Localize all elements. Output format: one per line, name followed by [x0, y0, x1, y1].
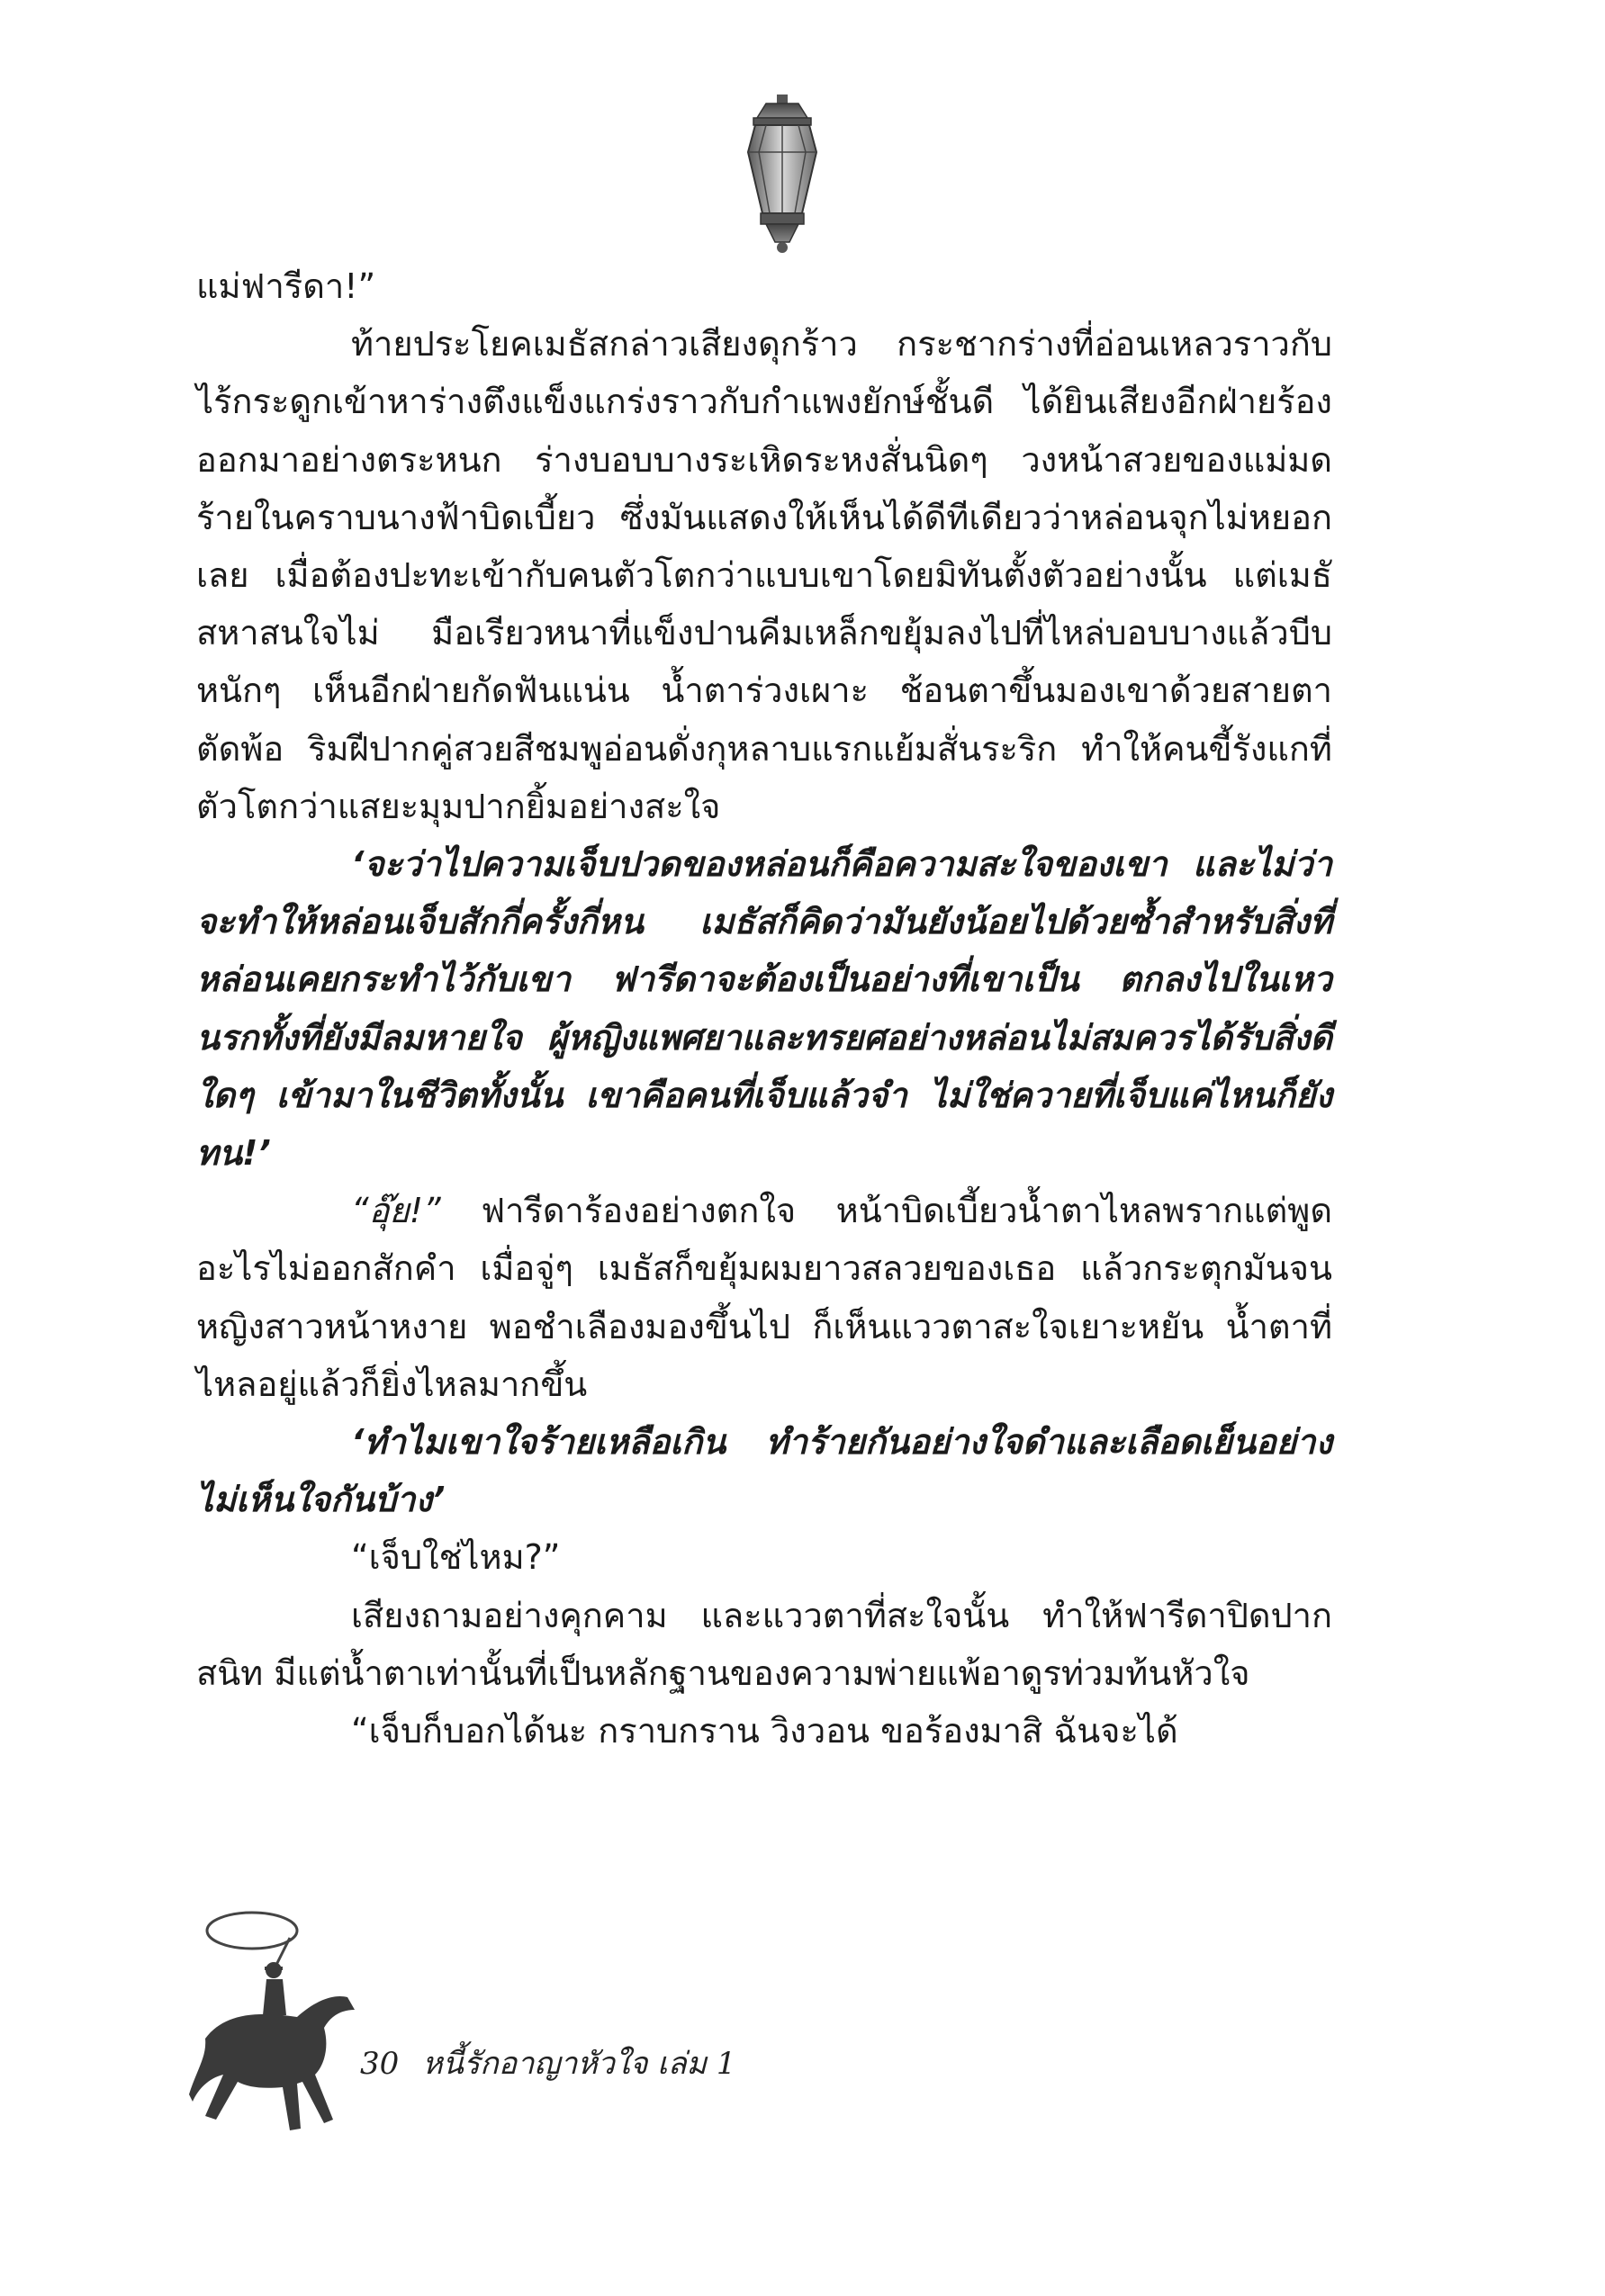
paragraph-1: แม่ฟารีดา!”: [196, 266, 376, 306]
body-text: [196, 257, 1332, 1760]
cowboy-horse-icon: [189, 1904, 360, 2165]
paragraph-4: [196, 1182, 1332, 1413]
book-title: หนี้รักอาญาหัวใจ เล่ม 1: [422, 2046, 736, 2082]
inner-thought-1: ‘จะว่าไปความเจ็บปวดของหล่อนก็คือความสะใจของเขา และไม่ว่าจะทำให้หล่อนเจ็บสักกี่ครั้งกี่หน เมธัสก็คิดว่ามันยังน้อยไปด้วยซ้ำสำหรับสิ่งที่หล่อนเคยกระทำไว้กับเขา ฟารีดาจะต้องเป็นอย่างที่เขาเป็น ตกลงไปในเหวนรกทั้งที่ยังมีลมหายใจ ผู้หญิงแพศยาและทรยศอย่างหล่อนไม่สมควรได้รับสิ่งดีใดๆ เข้ามาในชีวิตทั้งนั้น เขาคือคนที่เจ็บแล้วจำ ไม่ใช่ควายที่เจ็บแค่ไหนก็ยังทน!’: [196, 844, 1332, 1174]
paragraph-4-text: ฟารีดาร้องอย่างตกใจ หน้าบิดเบี้ยวน้ำตาไหลพรากแต่พูดอะไรไม่ออกสักคำ เมื่อจู่ๆ เมธัสก็ขยุ้มผมยาวสลวยของเธอ แล้วกระตุกมันจนหญิงสาวหน้าหงาย พอชำเลืองมองขึ้นไป ก็เห็นแววตาสะใจเยาะหยัน น้ำตาที่ไหลอยู่แล้วก็ยิ่งไหลมากขึ้น: [196, 1191, 1332, 1404]
page-footer: [189, 1904, 999, 2165]
paragraph-7: เสียงถามอย่างคุกคาม และแววตาที่สะใจนั้น ทำให้ฟารีดาปิดปากสนิท มีแต่น้ำตาเท่านั้นที่เป็นหลักฐานของความพ่ายแพ้อาดูรท่วมท้นหัวใจ: [196, 1595, 1332, 1693]
paragraph-2: ท้ายประโยคเมธัสกล่าวเสียงดุกร้าว กระชากร่างที่อ่อนเหลวราวกับไร้กระดูกเข้าหาร่างตึงแข็งแกร่งราวกับกำแพงยักษ์ชั้นดี ได้ยินเสียงอีกฝ่ายร้องออกมาอย่างตระหนก ร่างบอบบางระเหิดระหงสั่นนิดๆ วงหน้าสวยของแม่มดร้ายในคราบนางฟ้าบิดเบี้ยว ซึ่งมันแสดงให้เห็นได้ดีทีเดียวว่าหล่อนจุกไม่หยอกเลย เมื่อต้องปะทะเข้ากับคนตัวโตกว่าแบบเขาโดยมิทันตั้งตัวอย่างนั้น แต่เมธัสหาสนใจไม่ มือเรียวหนาที่แข็งปานคีมเหล็กขยุ้มลงไปที่ไหล่บอบบางแล้วบีบหนักๆ เห็นอีกฝ่ายกัดฟันแน่น น้ำตาร่วงเผาะ ช้อนตาขึ้นมองเขาด้วยสายตาตัดพ้อ ริมฝีปากคู่สวยสีชมพูอ่อนดั่งกุหลาบแรกแย้มสั่นระริก ทำให้คนขี้รังแกที่ตัวโตกว่าแสยะมุมปากยิ้มอย่างสะใจ: [196, 324, 1332, 826]
paragraph-6: “เจ็บใช่ไหม?”: [351, 1537, 561, 1578]
paragraph-8: “เจ็บก็บอกได้นะ กราบกราน วิงวอน ขอร้องมาสิ ฉันจะได้: [351, 1711, 1178, 1751]
page-folio: [360, 2039, 735, 2087]
lantern-icon: [739, 95, 825, 257]
inner-thought-2: ‘ทำไมเขาใจร้ายเหลือเกิน ทำร้ายกันอย่างใจดำและเลือดเย็นอย่างไม่เห็นใจกันบ้าง’: [196, 1422, 1332, 1520]
exclamation: “อุ๊ย!”: [351, 1191, 441, 1231]
page-number: 30: [360, 2046, 400, 2082]
